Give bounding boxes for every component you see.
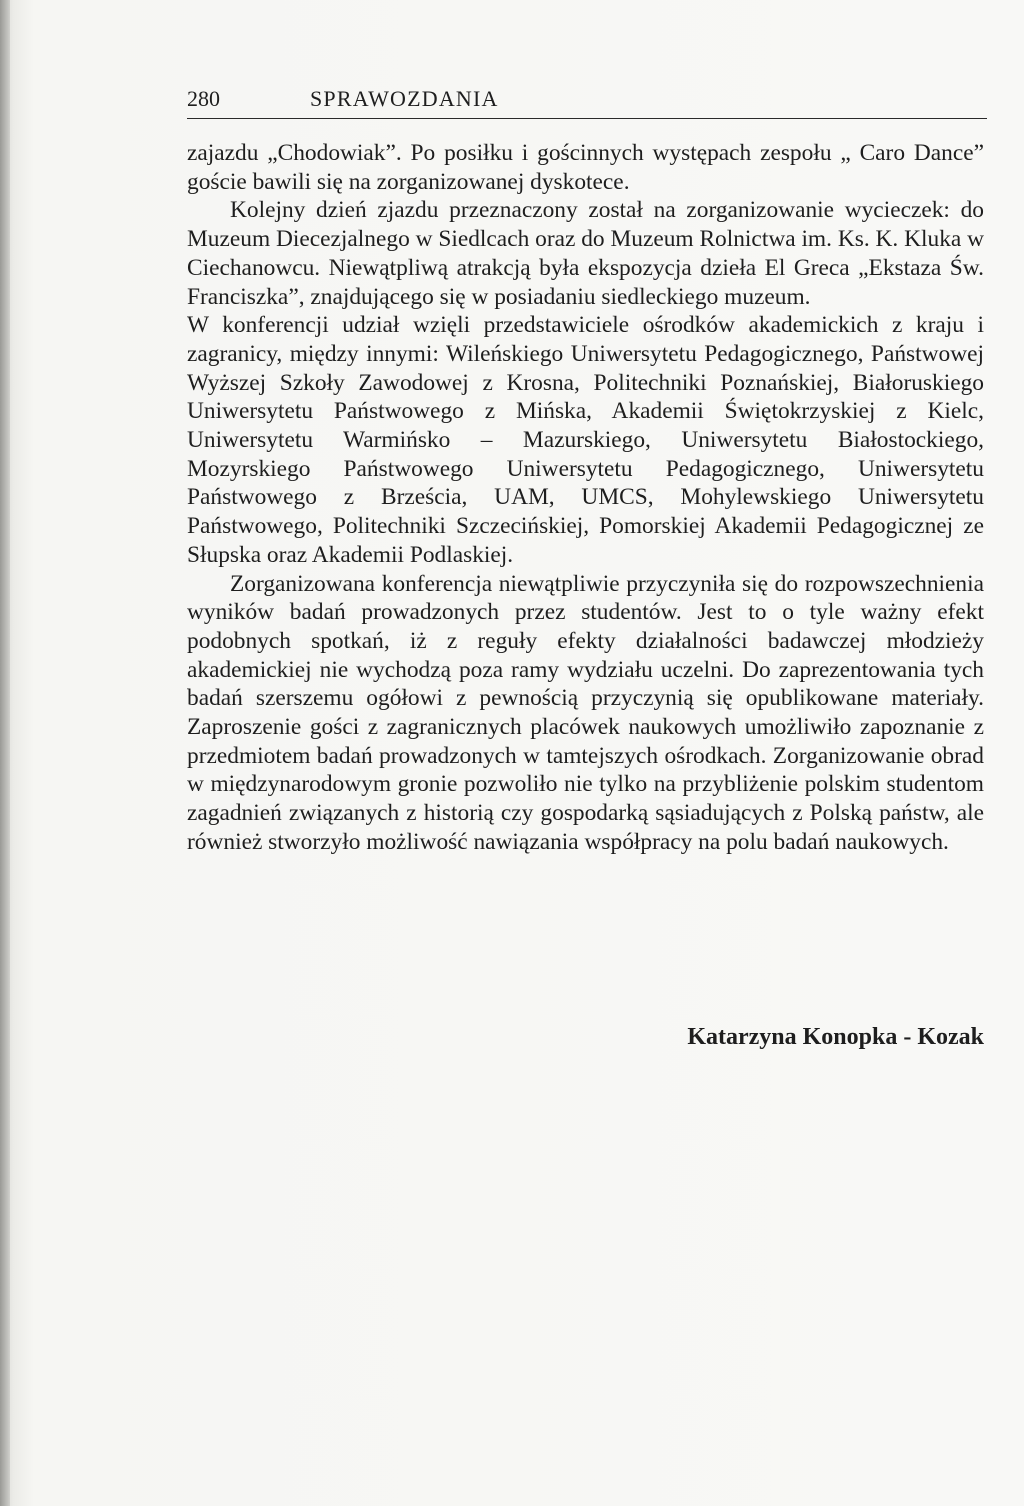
paragraph-4: Zorganizowana konferencja niewątpliwie przyczyniła się do rozpowszechnienia wyników badań prowadzonych przez studentów. Jest to o tyle ważny efekt podobnych spotkań, iż z reguły efekty działalności badawczej młodzieży akademickiej nie wychodzą poza ramy wydziału uczelni. Do zaprezentowania tych badań szerszemu ogółowi z pewnością przyczynią się opublikowane materiały. Zaproszenie gości z zagranicznych placówek naukowych umożliwiło zapoznanie z przedmiotem badań prowadzonych w tamtejszych ośrodkach. Zorganizowanie obrad w międzynarodowym gronie pozwoliło nie tylko na przybliżenie polskim studentom zagadnień związanych z historią czy gospodarką sąsiadujących z Polską państw, ale również stworzyło możliwość nawiązania współpracy na polu badań naukowych. [187,570,984,855]
paragraph-3: W konferencji udział wzięli przedstawiciele ośrodków akademickich z kraju i zagranicy, między innymi: Wileńskiego Uniwersytetu Pedagogicznego, Państwowej Wyższej Szkoły Zawodowej z Krosna, Politechniki Poznańskiej, Białoruskiego Uniwersytetu Państwowego z Mińska, Akademii Świętokrzyskiej z Kielc, Uniwersytetu Warmińsko – Mazurskiego, Uniwersytetu Białostockiego, Mozyrskiego Państwowego Uniwersytetu Pedagogicznego, Uniwersytetu Państwowego z Brześcia, UAM, UMCS, Mohylewskiego Uniwersytetu Państwowego, Politechniki Szczecińskiej, Pomorskiej Akademii Pedagogicznej ze Słupska oraz Akademii Podlaskiej. [187,312,984,568]
author-signature: Katarzyna Konopka - Kozak [687,1024,984,1050]
paragraph-1: zajazdu „Chodowiak”. Po posiłku i gościnnych występach zespołu „ Caro Dance” goście bawili się na zorganizowanej dyskotece. [187,140,984,195]
paragraph-2: Kolejny dzień zjazdu przeznaczony został na zorganizowanie wycieczek: do Muzeum Diecezjalnego w Siedlcach oraz do Muzeum Rolnictwa im. Ks. K. Kluka w Ciechanowcu. Niewątpliwą atrakcją była ekspozycja dzieła El Greca „Ekstaza Św. Franciszka”, znajdującego się w posiadaniu siedleckiego muzeum. [187,197,985,310]
running-title: SPRAWOZDANIA [310,86,499,111]
page-header [187,86,987,119]
page-number: 280 [187,86,220,111]
page-binding-shadow [0,0,10,1506]
article-body [187,139,984,857]
